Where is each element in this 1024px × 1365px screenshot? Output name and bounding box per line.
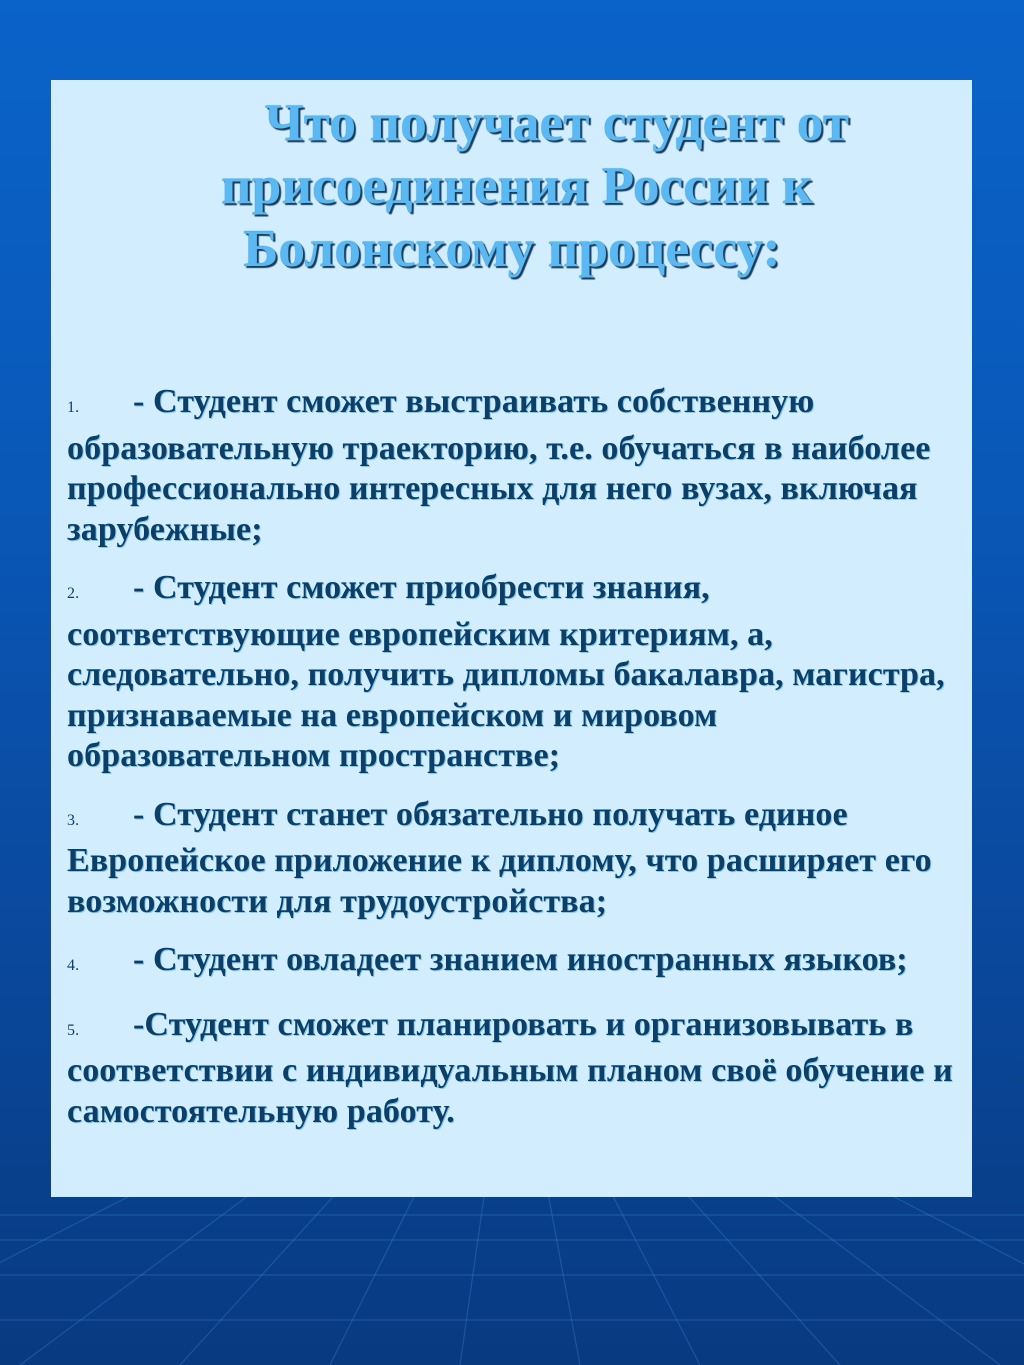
list-item-number: 1. (67, 399, 80, 416)
slide-title (0, 92, 1024, 281)
list-item (67, 568, 967, 777)
title-line-2: присоединения России к (221, 157, 813, 215)
title-line-1: Что получает студент от (264, 94, 850, 152)
list-item-number: 2. (67, 585, 80, 602)
list-item (67, 382, 967, 550)
title-line-3: Болонскому процессу: (243, 220, 781, 278)
list-item-number: 3. (67, 811, 80, 829)
list-item (67, 940, 967, 987)
benefits-list (67, 382, 967, 1150)
list-item-text: - Студент овладеет знанием иностранных языков; (133, 941, 908, 978)
list-item-number: 5. (67, 1021, 80, 1039)
list-item-text: - Студент сможет приобрести знания, соответствующие европейским критериям, а, следовательно, получить дипломы бакалавра, магистра, признаваемые на европейском и мировом образовательном пространстве; (67, 569, 945, 774)
list-item-number: 4. (67, 957, 80, 974)
list-item (67, 1005, 967, 1133)
list-item (67, 795, 967, 923)
list-item-text: - Студент сможет выстраивать собственную образовательную траекторию, т.е. обучаться в наиболее профессионально интересных для него вузах, включая зарубежные; (67, 383, 931, 548)
list-item-text: -Студент сможет планировать и организовывать в соответствии с индивидуальным планом своё обучение и самостоятельную работу. (67, 1005, 953, 1130)
list-item-text: - Студент станет обязательно получать единое Европейское приложение к диплому, что расширяет его возможности для трудоустройства; (67, 795, 932, 920)
